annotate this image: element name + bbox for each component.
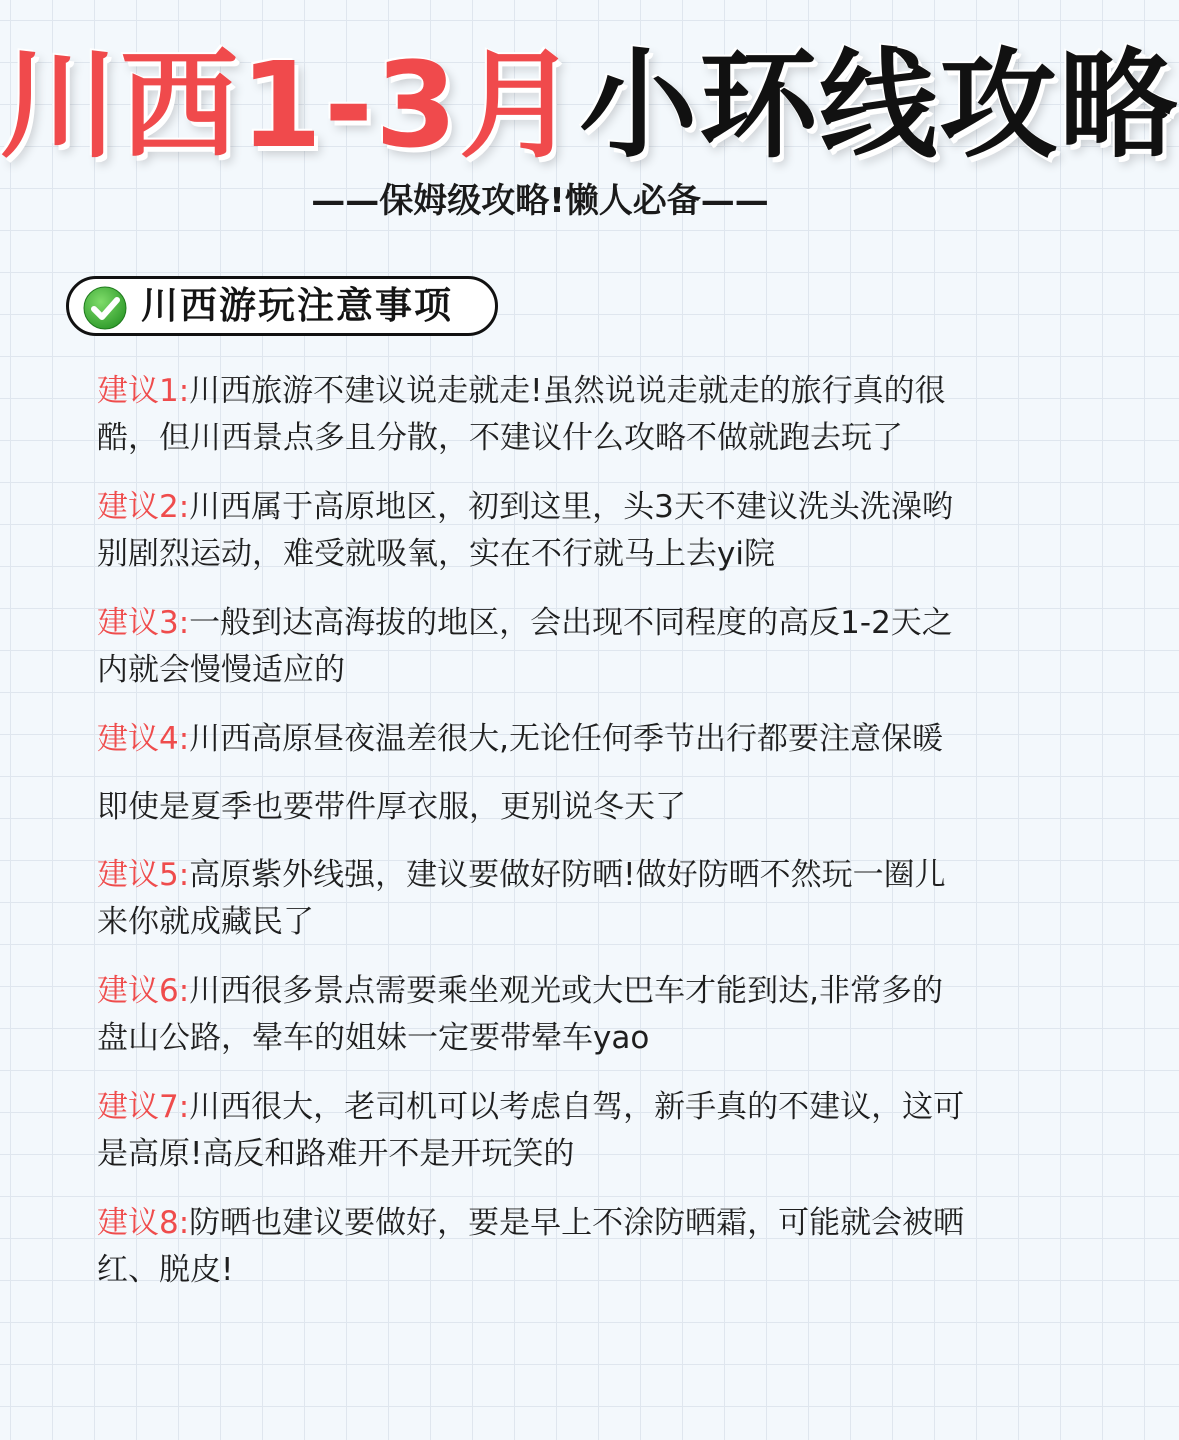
tip-text: 川西很多景点需要乘坐观光或大巴车才能到达,非常多的 xyxy=(189,973,944,1009)
tip-6 xyxy=(97,968,987,1062)
tip-line: 盘山公路，晕车的姐妹一定要带晕车yao xyxy=(97,1020,650,1056)
tip-line: 即使是夏季也要带件厚衣服，更别说冬天了 xyxy=(97,789,686,825)
tip-8 xyxy=(97,1200,987,1294)
tip-text: 川西属于高原地区，初到这里，头3天不建议洗头洗澡哟 xyxy=(189,489,953,525)
tip-text: 防晒也建议要做好，要是早上不涂防晒霜，可能就会被晒 xyxy=(189,1205,965,1241)
page-title xyxy=(0,36,1179,174)
tip-text: 川西旅游不建议说走就走!虽然说说走就走的旅行真的很 xyxy=(189,373,946,409)
tip-prefix: 建议3: xyxy=(97,605,190,641)
tip-prefix: 建议2: xyxy=(97,489,190,525)
tip-line: 酷，但川西景点多且分散，不建议什么攻略不做就跑去玩了 xyxy=(97,420,903,456)
page-subtitle: ——保姆级攻略!懒人必备—— xyxy=(311,181,769,221)
tip-line xyxy=(97,1200,987,1247)
tip-line: 来你就成藏民了 xyxy=(97,904,314,940)
tip-3 xyxy=(97,600,987,694)
tip-line: 红、脱皮! xyxy=(97,1252,234,1288)
tip-text: 一般到达高海拔的地区，会出现不同程度的高反1-2天之 xyxy=(189,605,953,641)
tip-prefix: 建议7: xyxy=(97,1089,190,1125)
tip-line xyxy=(97,716,987,763)
section-label: 川西游玩注意事项 xyxy=(141,284,453,327)
tip-text: 川西高原昼夜温差很大,无论任何季节出行都要注意保暖 xyxy=(189,721,944,757)
tip-prefix: 建议5: xyxy=(97,857,190,893)
tip-line: 别剧烈运动，难受就吸氧，实在不行就马上去yi院 xyxy=(97,536,775,572)
title-red-part: 川西1-3月 xyxy=(0,36,580,174)
tip-prefix: 建议8: xyxy=(97,1205,190,1241)
tip-prefix: 建议4: xyxy=(97,721,190,757)
tip-5 xyxy=(97,852,987,946)
tip-line xyxy=(97,968,987,1015)
tip-prefix: 建议6: xyxy=(97,973,190,1009)
tip-7 xyxy=(97,1084,987,1178)
tip-4-continued xyxy=(97,784,987,831)
tip-line xyxy=(97,484,987,531)
tip-text: 高原紫外线强，建议要做好防晒!做好防晒不然玩一圈儿 xyxy=(189,857,946,893)
section-header xyxy=(66,276,498,336)
tip-1 xyxy=(97,368,987,462)
tip-line xyxy=(97,368,987,415)
tip-text: 川西很大，老司机可以考虑自驾，新手真的不建议，这可 xyxy=(189,1089,965,1125)
tip-line: 内就会慢慢适应的 xyxy=(97,652,345,688)
tip-line xyxy=(97,852,987,899)
title-black-part: 小环线攻略 xyxy=(579,36,1179,174)
tip-line xyxy=(97,1084,987,1131)
tip-line xyxy=(97,600,987,647)
tip-4 xyxy=(97,716,987,763)
tip-line: 是高原!高反和路难开不是开玩笑的 xyxy=(97,1136,575,1172)
tip-prefix: 建议1: xyxy=(97,373,190,409)
check-icon xyxy=(83,286,127,330)
tip-2 xyxy=(97,484,987,578)
